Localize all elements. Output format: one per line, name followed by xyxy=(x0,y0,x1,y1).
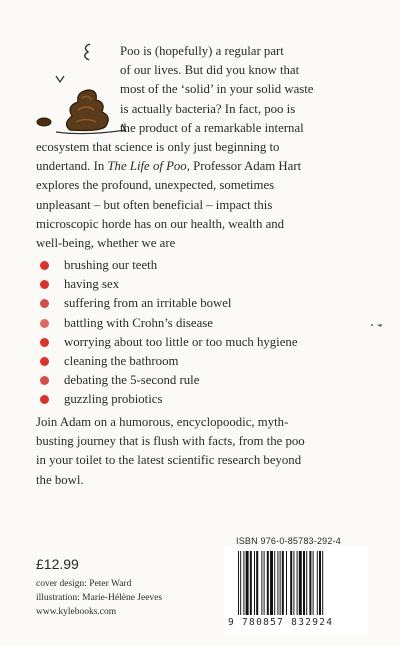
barcode-bars xyxy=(236,551,360,617)
closing-line: in your toilet to the latest scientific research beyond xyxy=(36,453,302,468)
barcode-bar xyxy=(290,551,292,615)
barcode-bar xyxy=(317,551,318,615)
list-item-text: worrying about too little or too much hygiene xyxy=(64,334,298,349)
isbn-label: ISBN 976-0-85783-292-4 xyxy=(236,536,341,546)
barcode-bar xyxy=(313,551,314,615)
list-item xyxy=(36,390,298,409)
barcode-bar xyxy=(303,551,305,615)
blurb-text: , Professor Adam Hart xyxy=(186,159,302,174)
blurb-line: well-being, whether we are xyxy=(36,236,176,251)
list-item-text: brushing our teeth xyxy=(64,258,158,272)
barcode-bar xyxy=(306,551,307,615)
barcode-bar xyxy=(286,551,287,615)
red-dot-icon xyxy=(40,319,49,328)
barcode-bar xyxy=(280,551,281,615)
blurb-line: unpleasant – but often beneficial – impact this xyxy=(36,197,273,212)
barcode-bar xyxy=(243,551,244,615)
red-dot-icon xyxy=(40,357,49,366)
book-title: The Life of Poo xyxy=(107,159,187,174)
stray-mark xyxy=(370,322,384,328)
closing-line: busting journey that is flush with facts, from the poo xyxy=(36,434,305,449)
barcode-bar xyxy=(246,551,249,615)
barcode xyxy=(224,547,368,633)
list-item xyxy=(36,352,298,371)
barcode-bar xyxy=(322,551,323,615)
cover-credit: cover design: Peter Ward xyxy=(36,579,132,589)
blurb-line: microscopic horde has on our health, wealth and xyxy=(36,216,285,231)
red-dot-icon xyxy=(40,280,49,289)
illustration-credit: illustration: Marie-Hélène Jeeves xyxy=(36,593,163,603)
barcode-bar xyxy=(299,551,302,615)
red-dot-icon xyxy=(40,338,49,347)
list-item xyxy=(36,371,298,390)
barcode-bar xyxy=(267,551,269,615)
barcode-bar xyxy=(240,551,241,615)
list-item xyxy=(36,314,298,333)
list-item-text: cleaning the bathroom xyxy=(64,354,179,369)
blurb-line: the product of a remarkable internal xyxy=(120,120,304,135)
barcode-bar xyxy=(274,551,275,615)
red-dot-icon xyxy=(40,376,49,385)
closing-paragraph xyxy=(36,413,356,490)
red-dot-icon xyxy=(40,299,49,308)
red-dot-icon xyxy=(40,395,49,404)
blurb-line: of our lives. But did you know that xyxy=(120,63,300,78)
closing-line: Join Adam on a humorous, encyclopoodic, myth- xyxy=(36,415,289,429)
barcode-bar xyxy=(256,551,258,615)
blurb-line: explores the profound, unexpected, sometimes xyxy=(36,178,275,193)
barcode-bar xyxy=(261,551,262,615)
barcode-digits: 9 780857 832924 xyxy=(228,617,334,628)
blurb-line: most of the ‘solid’ in your solid waste xyxy=(120,82,314,97)
barcode-bar xyxy=(254,551,255,615)
list-item xyxy=(36,256,298,275)
list-item xyxy=(36,275,298,294)
barcode-bar xyxy=(250,551,252,615)
list-item-text: battling with Crohn’s disease xyxy=(64,315,213,330)
blurb xyxy=(36,42,346,253)
blurb-line: ecosystem that science is only just beginning to xyxy=(36,140,280,155)
price: £12.99 xyxy=(36,556,79,572)
barcode-bar xyxy=(270,551,273,615)
barcode-bar xyxy=(264,551,265,615)
credits xyxy=(36,577,162,619)
list-item-text: suffering from an irritable bowel xyxy=(64,296,232,311)
blurb-text: undertand. In xyxy=(36,159,105,174)
barcode-bar xyxy=(297,551,298,615)
list-item-text: debating the 5-second rule xyxy=(64,373,200,388)
blurb-line xyxy=(36,157,346,176)
blurb-line: is actually bacteria? In fact, poo is xyxy=(120,101,296,116)
red-dot-icon xyxy=(40,261,49,270)
barcode-bar xyxy=(309,551,311,615)
list-item-text: having sex xyxy=(64,277,120,292)
barcode-bar xyxy=(238,551,239,615)
barcode-bar xyxy=(282,551,284,615)
barcode-bar xyxy=(277,551,278,615)
barcode-bar xyxy=(319,551,321,615)
blurb-line: Poo is (hopefully) a regular part xyxy=(120,44,284,58)
publisher-website-link[interactable]: www.kylebooks.com xyxy=(36,607,117,617)
list-item xyxy=(36,333,298,352)
list-item-text: guzzling probiotics xyxy=(64,392,163,407)
barcode-bar xyxy=(293,551,294,615)
list-item xyxy=(36,294,298,313)
closing-line: the bowl. xyxy=(36,472,84,487)
bullet-list xyxy=(36,256,298,410)
